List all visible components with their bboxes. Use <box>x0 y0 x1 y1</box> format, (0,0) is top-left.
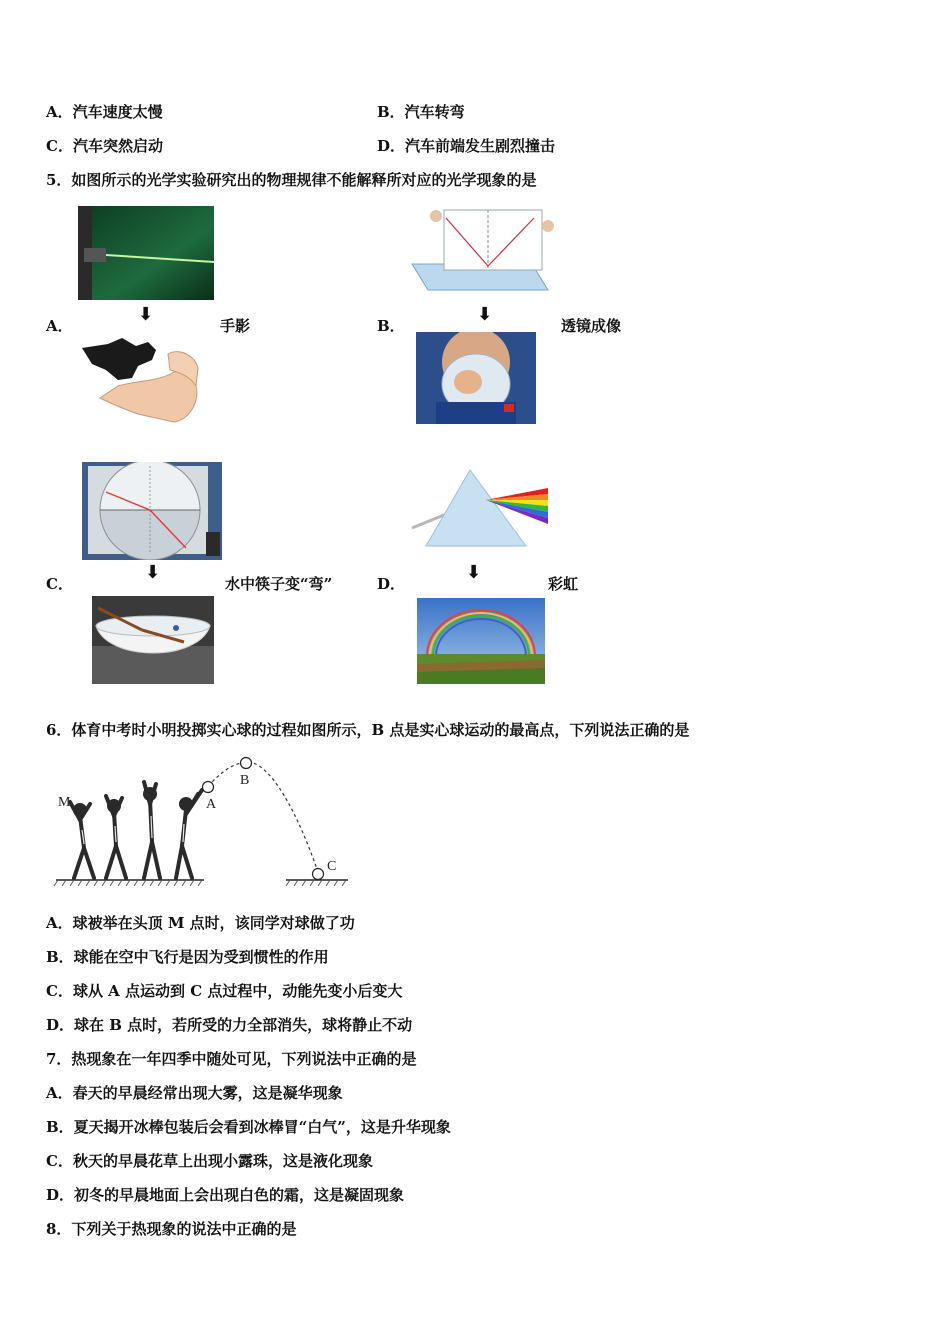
q7-stem: 7．热现象在一年四季中随处可见，下列说法中正确的是 <box>46 1050 417 1068</box>
q8-stem: 8．下列关于热现象的说法中正确的是 <box>46 1220 297 1238</box>
q7-option-b: B．夏天揭开冰棒包装后会看到冰棒冒“白气”，这是升华现象 <box>46 1118 451 1136</box>
arrow-down-icon: ⬇ <box>477 304 493 325</box>
prism-dispersion-image <box>410 466 550 550</box>
q5-option-c-caption: 水中筷子变“弯” <box>225 575 333 593</box>
q7-option-a: A．春天的早晨经常出现大雾，这是凝华现象 <box>46 1084 343 1102</box>
point-a-label: A <box>206 797 217 812</box>
rainbow-image <box>417 598 545 684</box>
q4-option-d: D．汽车前端发生剧烈撞击 <box>377 137 556 155</box>
q6-option-d: D．球在 B 点时，若所受的力全部消失，球将静止不动 <box>46 1016 413 1034</box>
q6-option-c: C．球从 A 点运动到 C 点过程中，动能先变小后变大 <box>46 982 403 1000</box>
q6-option-b: B．球能在空中飞行是因为受到惯性的作用 <box>46 948 329 966</box>
q5-stem: 5．如图所示的光学实验研究出的物理规律不能解释所对应的光学现象的是 <box>46 171 537 189</box>
point-m-label: M <box>58 795 71 810</box>
laser-experiment-image <box>78 206 214 300</box>
arrow-down-icon: ⬇ <box>138 304 154 325</box>
shot-put-trajectory-diagram <box>50 754 360 890</box>
refraction-experiment-image <box>82 462 222 560</box>
water-drop-lens-image <box>416 332 536 424</box>
q4-option-b: B．汽车转弯 <box>377 103 465 121</box>
q5-option-a-caption: 手影 <box>220 317 251 335</box>
q5-option-b-caption: 透镜成像 <box>561 317 622 335</box>
point-c-label: C <box>327 859 337 874</box>
q5-option-d-caption: 彩虹 <box>548 575 579 593</box>
q5-option-a-letter: A． <box>46 317 73 335</box>
q7-option-c: C．秋天的早晨花草上出现小露珠，这是液化现象 <box>46 1152 373 1170</box>
reflection-experiment-image <box>408 204 560 298</box>
hand-shadow-image <box>78 334 206 424</box>
point-b-label: B <box>240 773 250 788</box>
q4-option-a: A．汽车速度太慢 <box>46 103 163 121</box>
q5-option-d-letter: D． <box>377 575 406 593</box>
q6-option-a: A．球被举在头顶 M 点时，该同学对球做了功 <box>46 914 355 932</box>
arrow-down-icon: ⬇ <box>466 562 482 583</box>
chopsticks-in-water-image <box>92 596 214 684</box>
q5-option-c-letter: C． <box>46 575 73 593</box>
q7-option-d: D．初冬的早晨地面上会出现白色的霜，这是凝固现象 <box>46 1186 405 1204</box>
q4-option-c: C．汽车突然启动 <box>46 137 163 155</box>
arrow-down-icon: ⬇ <box>145 562 161 583</box>
q6-stem: 6．体育中考时小明投掷实心球的过程如图所示，B 点是实心球运动的最高点，下列说法正确的是 <box>46 721 690 739</box>
q5-option-b-letter: B． <box>377 317 405 335</box>
